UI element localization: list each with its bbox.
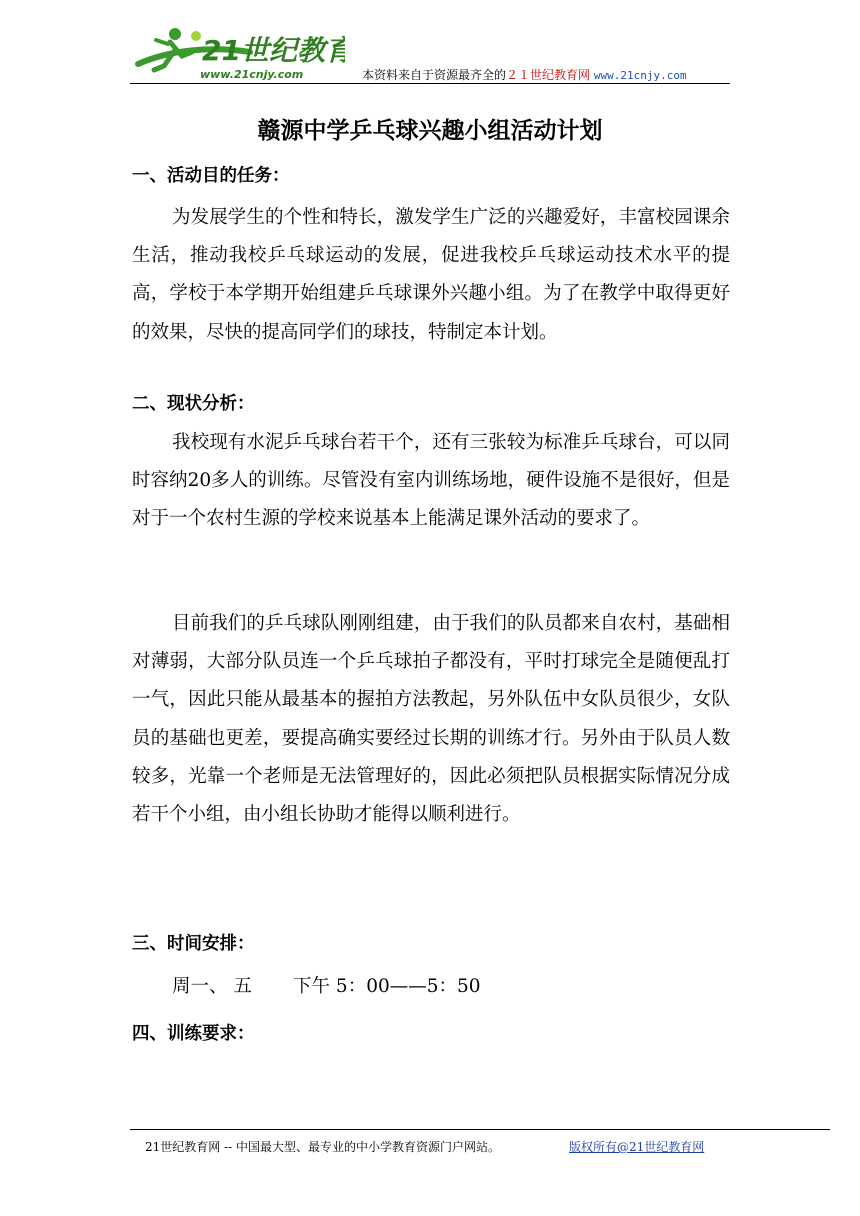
schedule-text: 周一、 五 下午 5：00——5：50 [172,976,481,997]
logo-title: 21世纪教育 [202,34,345,67]
paragraph-status-1: 我校现有水泥乒乓球台若干个，还有三张较为标准乒乓球台，可以同时容纳20多人的训练。尽管没有室内训练场地，硬件设施不是很好，但是对于一个农村生源的学校来说基本上能满足课外活动的要求了。 [132,432,730,530]
header-note [362,66,687,83]
header-url-link[interactable]: www.21cnjy.com [593,69,687,82]
section-heading-status: 二、现状分析： [132,394,255,414]
paragraph-purpose: 为发展学生的个性和特长，激发学生广泛的兴趣爱好，丰富校园课余生活，推动我校乒乓球运动的发展，促进我校乒乓球运动技术水平的提高，学校于本学期开始组建乒乓球课外兴趣小组。为了在教学中取得更好的效果，尽快的提高同学们的球技，特制定本计划。 [132,207,730,343]
section-heading-schedule: 三、时间安排： [132,934,255,954]
site-logo [130,22,345,82]
header-brand-link[interactable]: ２１世纪教育网 [506,68,591,82]
document-title: 赣源中学乒乓球兴趣小组活动计划 [257,118,603,144]
header-divider [130,83,730,84]
logo-url: www.21cnjy.com [200,68,304,81]
running-figure-icon [130,22,345,82]
section-heading-requirements: 四、训练要求： [132,1024,255,1044]
page-header [130,22,730,84]
section-heading-purpose: 一、活动目的任务： [132,166,290,186]
footer-copyright-link[interactable]: 版权所有@21世纪教育网 [569,1140,705,1154]
paragraph-status-2: 目前我们的乒乓球队刚刚组建，由于我们的队员都来自农村，基础相对薄弱，大部分队员连一个乒乓球拍子都没有，平时打球完全是随便乱打一气，因此只能从最基本的握拍方法教起，另外队伍中女队员很少，女队员的基础也更差，要提高确实要经过长期的训练才行。另外由于队员人数较多，光靠一个老师是无法管理好的，因此必须把队员根据实际情况分成若干个小组，由小组长协助才能得以顺利进行。 [132,613,730,826]
footer-text: 21世纪教育网 -- 中国最大型、最专业的中小学教育资源门户网站。 [145,1140,501,1154]
footer-divider [130,1129,830,1130]
header-note-prefix: 本资料来自于资源最齐全的 [362,68,507,82]
